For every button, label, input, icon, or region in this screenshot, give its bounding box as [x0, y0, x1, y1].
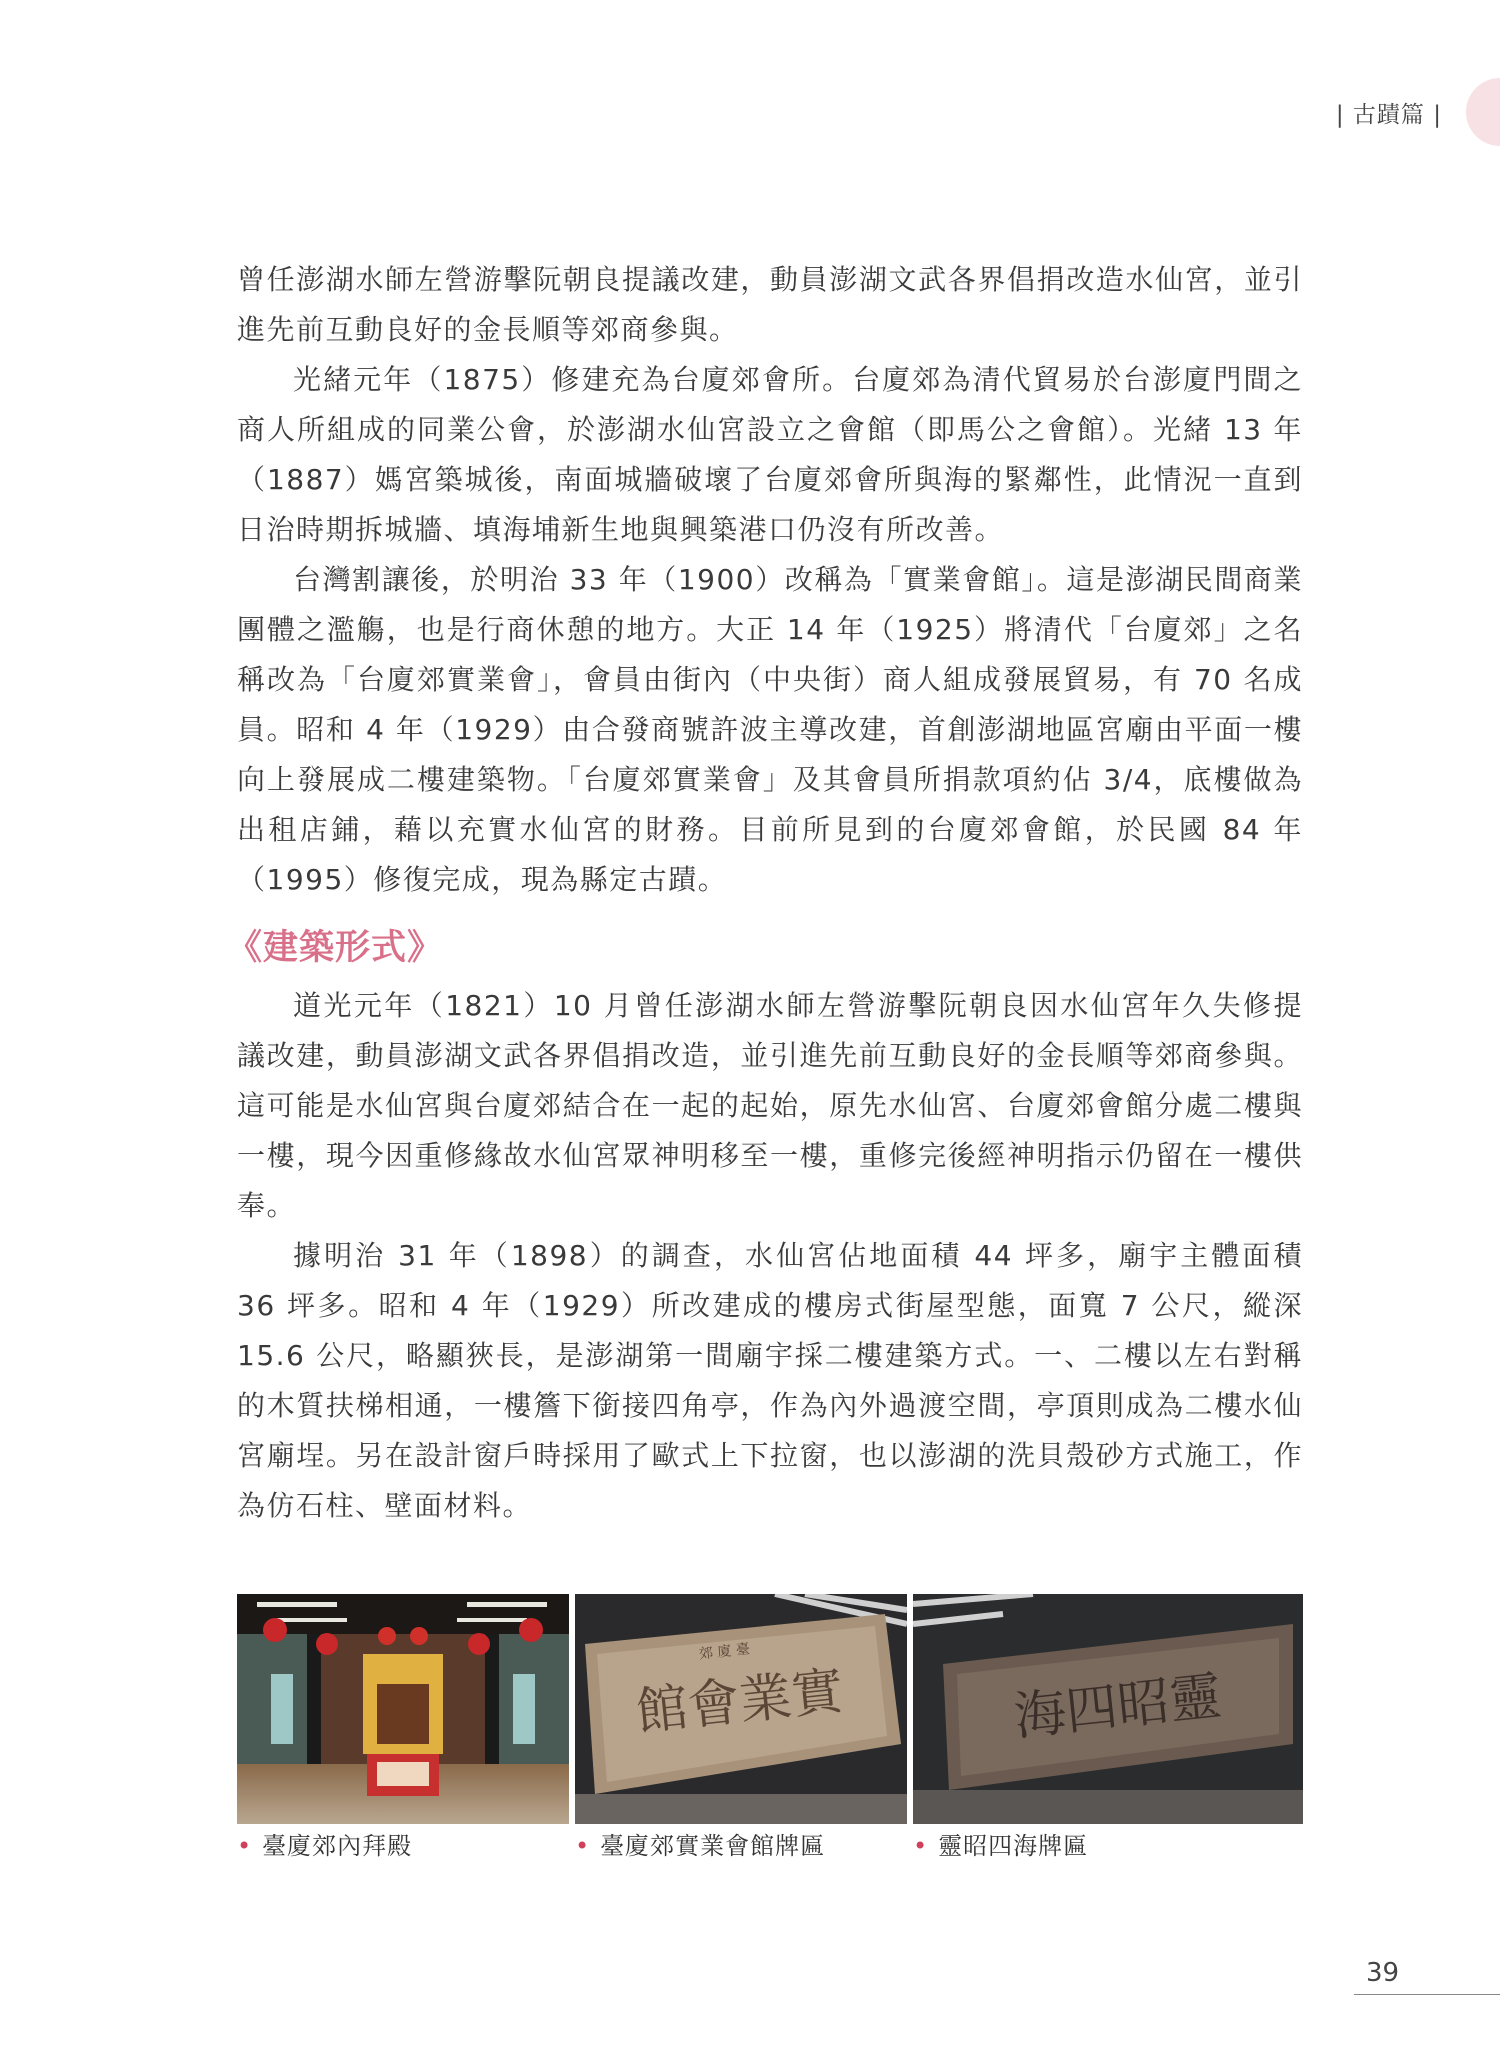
- plaque-small-text: 郊 廈 臺: [698, 1641, 751, 1663]
- caption-lingzhao-plaque: [913, 1826, 1088, 1861]
- plaque-text: 館會業實: [633, 1661, 847, 1743]
- paragraph-daoguang: 道光元年（1821）10 月曾任澎湖水師左營游擊阮朝良因水仙宮年久失修提議改建，動員澎湖文武各界倡捐改造，並引進先前互動良好的金長順等郊商參與。這可能是水仙宮與台廈郊結合在一起的起始，原先水仙宮、台廈郊會館分處二樓與一樓，現今因重修緣故水仙宮眾神明移至一樓，重修完後經神明指示仍留在一樓供奉。: [237, 989, 1303, 1222]
- caption-text: 臺廈郊內拜殿: [262, 1832, 413, 1860]
- paragraph-continuation: 曾任澎湖水師左營游擊阮朝良提議改建，動員澎湖文武各界倡捐改造水仙宮，並引進先前互動良好的金長順等郊商參與。: [237, 263, 1303, 346]
- paragraph-guangxu: 光緒元年（1875）修建充為台廈郊會所。台廈郊為清代貿易於台澎廈門間之商人所組成的同業公會，於澎湖水仙宮設立之會館（即馬公之會館）。光緒 13 年（1887）媽宮築城後，南面城牆破壞了台廈郊會所與海的緊鄰性，此情況一直到日治時期拆城牆、填海埔新生地與興築港口仍沒有所改善。: [237, 363, 1303, 546]
- running-header: | 古蹟篇 |: [1335, 102, 1442, 128]
- caption-text: 靈昭四海牌匾: [938, 1832, 1089, 1860]
- chapter-tab-decoration: [1466, 78, 1500, 146]
- page-number-rule: [1354, 1994, 1500, 1995]
- page-number: 39: [1366, 1958, 1400, 1988]
- bullet-icon: •: [237, 1832, 253, 1860]
- photo-shiye-plaque: [575, 1594, 907, 1824]
- article-body: [227, 255, 1303, 1531]
- photo-strip: [237, 1594, 1303, 1824]
- bullet-icon: •: [575, 1832, 591, 1860]
- caption-shiye-plaque: [575, 1826, 825, 1861]
- paragraph-survey: 據明治 31 年（1898）的調查，水仙宮佔地面積 44 坪多，廟宇主體面積 36 坪多。昭和 4 年（1929）所改建成的樓房式街屋型態，面寬 7 公尺，縱深 15.6 公尺，略顯狹長，是澎湖第一間廟宇採二樓建築方式。一、二樓以左右對稱的木質扶梯相通，一樓簷下銜接四角亭，作為內外過渡空間，亭頂則成為二樓水仙宮廟埕。另在設計窗戶時採用了歐式上下拉窗，也以澎湖的洗貝殼砂方式施工，作為仿石柱、壁面材料。: [237, 1239, 1303, 1522]
- caption-worship-hall: [237, 1826, 412, 1861]
- photo-lingzhao-plaque: [913, 1594, 1303, 1824]
- paragraph-meiji: 台灣割讓後，於明治 33 年（1900）改稱為「實業會館」。這是澎湖民間商業團體之濫觴，也是行商休憩的地方。大正 14 年（1925）將清代「台廈郊」之名稱改為「台廈郊實業會」，會員由街內（中央街）商人組成發展貿易，有 70 名成員。昭和 4 年（1929）由合發商號許波主導改建，首創澎湖地區宮廟由平面一樓向上發展成二樓建築物。「台廈郊實業會」及其會員所捐款項約佔 3/4，底樓做為出租店鋪，藉以充實水仙宮的財務。目前所見到的台廈郊會館，於民國 84 年（1995）修復完成，現為縣定古蹟。: [237, 563, 1303, 896]
- photo-worship-hall: [237, 1594, 569, 1824]
- section-heading: 《建築形式》: [227, 928, 444, 968]
- bullet-icon: •: [913, 1832, 929, 1860]
- caption-text: 臺廈郊實業會館牌匾: [600, 1832, 826, 1860]
- plaque-text: 海四昭靈: [1011, 1666, 1225, 1748]
